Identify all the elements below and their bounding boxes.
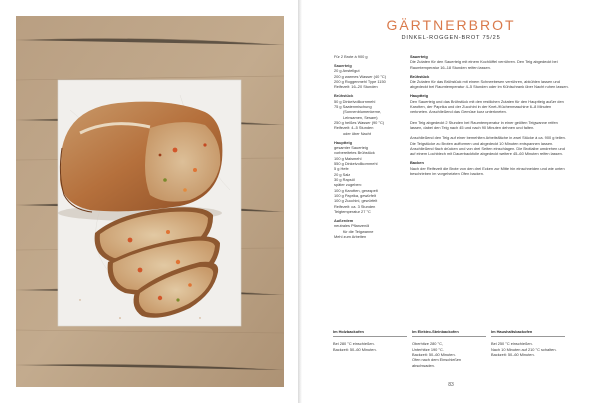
ingredient-line: 20 g Anstellgut <box>334 68 360 74</box>
ingredient-section-heading: Hauptteig <box>334 139 352 145</box>
ingredient-line: 100 g Zucchini, gewürfelt <box>334 198 378 204</box>
ingredient-line: 550 g Dinkelvollkornmehl <box>334 160 378 166</box>
baking-line: Backzeit: 50–60 Minuten. <box>333 346 377 352</box>
ingredient-section-heading: Sauerteig <box>334 62 352 68</box>
ingredient-line: für die Teigwanne <box>343 228 374 234</box>
baking-line: Ofen nach dem Einschießen <box>412 357 462 363</box>
step-paragraph: Anschließend den Teig auf einer bemehlten Arbeitsfläche in zwei Stücke à ca. 900 g teilen. Die Teigstücke zu Broten aufformen und abgedeckt 10 Minuten entspannen lassen. Anschließend flach drücken und von drei Seiten einschlagen. Die Brotlaibe umdrehen und auf einem Lochblech mit Dauerbackfolie abgedeckt weitere 45–60 Minuten reifen lassen. <box>410 135 566 157</box>
ingredient-line: 5 g Hefe <box>334 166 349 172</box>
ingredient-line: neutrales Pflanzenöl <box>334 223 370 229</box>
step-paragraph: Die Zutaten für das Brühstück mit einem Schneebesen verrühren, abkühlen lassen und abgedeckt bei Raumtemperatur 4–5 Stunden oder im Kühlschrank über Nacht ruhen lassen. <box>410 78 569 90</box>
recipe-subtitle: DINKEL-ROGGEN-BROT 75/25 <box>401 35 501 41</box>
ingredient-line: Reifezeit: ca. 3 Stunden <box>334 203 376 209</box>
baking-line: Bei 250 °C einschießen. <box>491 341 533 347</box>
ingredient-line: oder über Nacht <box>343 130 371 136</box>
baking-column-header: Im Haushaltsbackofen <box>491 329 565 337</box>
recipe-page <box>302 0 600 403</box>
baking-line: Bei 280 °C einschießen. <box>333 341 375 347</box>
instructions <box>410 54 570 176</box>
step-paragraph: Nach der Reifezeit die Brote von den drei Ecken zur Mitte hin einschneiden und wie unten beschrieben im vorgeheizten Ofen backen. <box>410 165 565 176</box>
ingredient-section-heading: Brühstück <box>334 93 354 99</box>
baking-line: Nach 10 Minuten auf 210 °C schalten. <box>491 346 557 352</box>
ingredients-list <box>334 54 400 239</box>
ingredient-line: gesamter Sauerteig <box>334 144 368 150</box>
ingredient-line: 200 g warmes Wasser (40 °C) <box>334 73 387 79</box>
ingredient-line: 100 g Paprika, gewürfelt <box>334 193 376 199</box>
baking-column-header: Im Elektro-Steinbackofen <box>412 329 486 337</box>
step-paragraph: Den Teig abgedeckt 2 Stunden bei Raumtemperatur in einer geölten Teigwanne reifen lassen, dabei den Teig nach 45 und nach 90 Minuten dehnen und falten. <box>410 119 558 130</box>
ingredient-line: 20 g Salz <box>334 171 351 177</box>
ingredient-line: Reifezeit: 16–20 Stunden <box>334 84 378 90</box>
step-heading: Sauerteig <box>410 54 428 59</box>
ingredient-line: Teigtemperatur 27 °C <box>334 209 371 215</box>
ingredient-line: Für 2 Brote à 900 g <box>334 54 368 59</box>
ingredient-line: Mehl zum Arbeiten <box>334 234 367 240</box>
baking-line: Backzeit: 50–60 Minuten. <box>412 352 456 358</box>
ingredient-line: später zugeben: <box>334 182 362 188</box>
baking-column <box>333 329 407 352</box>
step-heading: Hauptteig <box>410 93 428 99</box>
ingredient-line: 250 g heißes Wasser (90 °C) <box>334 119 385 125</box>
ingredient-line: (Sonnenblumenkerne, <box>343 109 382 115</box>
step-paragraph: Die Zutaten für den Sauerteig mit einem Kochlöffel verrühren. Den Teig abgedeckt bei Raumtemperatur 16–18 Stunden reifen lassen. <box>410 59 558 70</box>
page-number: 83 <box>448 382 454 388</box>
step-heading: Backen <box>410 160 424 166</box>
baking-line: Backzeit: 50–60 Minuten. <box>491 352 535 358</box>
step-paragraph: Den Sauerteig und das Brühstück mit den restlichen Zutaten für den Hauptteig außer den Karotten, der Paprika und der Zucchini in der Knet-/Küchenmaschine 6–8 Minuten verkneten. Anschließend das Gemüse kurz unterkneten. <box>410 98 564 115</box>
ingredient-line: Reifezeit: 4–5 Stunden <box>334 125 374 131</box>
ingredient-line: 100 g Karotten, geraspelt <box>334 187 378 193</box>
baking-line: abschwaden. <box>412 362 435 368</box>
ingredient-line: Leinsamen, Sesam) <box>343 114 378 120</box>
recipe-title: GÄRTNERBROT <box>386 17 516 33</box>
ingredient-line: 200 g Roggenmehl Type 1150 <box>334 78 386 84</box>
baking-column <box>491 329 565 357</box>
baking-line: Oberhitze 280 °C, <box>412 341 443 347</box>
ingredient-line: vorbereitetes Brühstück <box>334 150 375 156</box>
ingredient-line: 75 g Saatenmischung <box>334 103 372 109</box>
step-heading: Brühstück <box>410 73 430 79</box>
baking-line: Unterhitze 190 °C. <box>412 346 444 352</box>
baking-column-header: Im Holzbackofen <box>333 329 407 337</box>
ingredient-line: 30 g Rapsöl <box>334 177 355 182</box>
ingredient-line: 100 g Maismehl <box>334 155 362 161</box>
baking-column <box>412 329 486 368</box>
ingredient-line: 50 g Dinkelvollkornmehl <box>334 98 376 104</box>
ingredient-section-heading: Außerdem <box>334 218 354 223</box>
